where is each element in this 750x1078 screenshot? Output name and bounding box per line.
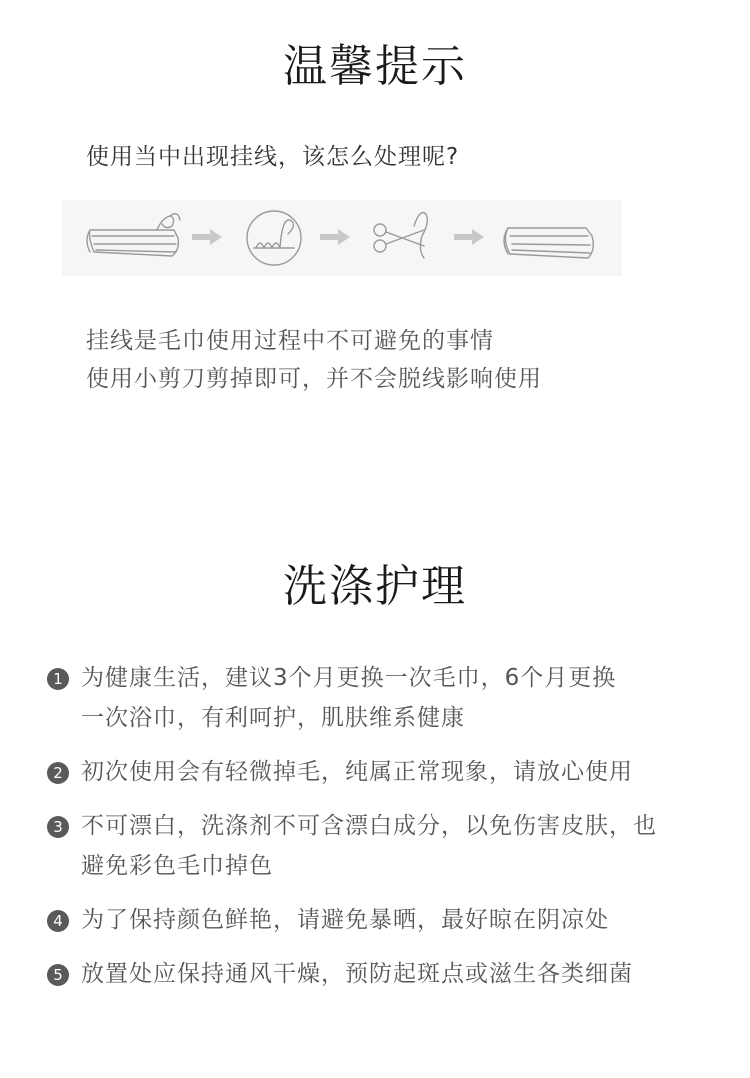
towel-loop-closeup-icon [247, 211, 301, 265]
arrow-right-icon [454, 229, 484, 245]
arrow-right-icon [192, 229, 222, 245]
tips-title: 温馨提示 [283, 41, 467, 92]
care-item-text-line: 初次使用会有轻微掉毛，纯属正常现象，请放心使用 [81, 759, 633, 785]
care-item-number: 2 [47, 762, 69, 784]
care-item-number: 5 [47, 964, 69, 986]
arrow-right-icon [320, 229, 350, 245]
care-item [47, 664, 737, 738]
tips-question: 使用当中出现挂线，该怎么处理呢? [86, 144, 460, 170]
care-item [47, 758, 737, 792]
folded-towel-icon [504, 228, 593, 258]
care-item-text-line: 一次浴巾，有利呵护，肌肤维系健康 [81, 705, 465, 731]
tips-note-line-1: 挂线是毛巾使用过程中不可避免的事情 [86, 328, 494, 354]
care-item-text [81, 806, 737, 886]
care-item-number: 4 [47, 910, 69, 932]
care-item [47, 906, 737, 940]
care-item [47, 812, 737, 886]
care-item-text-line: 为健康生活，建议3个月更换一次毛巾，6个月更换 [81, 665, 617, 691]
care-title: 洗涤护理 [283, 561, 467, 612]
care-item-text [81, 954, 737, 994]
scissors-icon [374, 213, 427, 259]
care-item-text-line: 为了保持颜色鲜艳，请避免暴晒，最好晾在阴凉处 [81, 907, 609, 933]
care-item-text-line: 避免彩色毛巾掉色 [81, 853, 273, 879]
care-item-text [81, 900, 737, 940]
care-item-text [81, 752, 737, 792]
tips-note-line-2: 使用小剪刀剪掉即可，并不会脱线影响使用 [86, 366, 542, 392]
care-item-text-line: 不可漂白，洗涤剂不可含漂白成分，以免伤害皮肤，也 [81, 813, 657, 839]
care-item-text-line: 放置处应保持通风干燥，预防起斑点或滋生各类细菌 [81, 961, 633, 987]
snag-fix-steps-illustration [62, 200, 622, 276]
folded-towel-with-loop-icon [87, 214, 180, 256]
care-item-number: 3 [47, 816, 69, 838]
care-item [47, 960, 737, 994]
care-item-number: 1 [47, 668, 69, 690]
care-item-text [81, 658, 737, 738]
